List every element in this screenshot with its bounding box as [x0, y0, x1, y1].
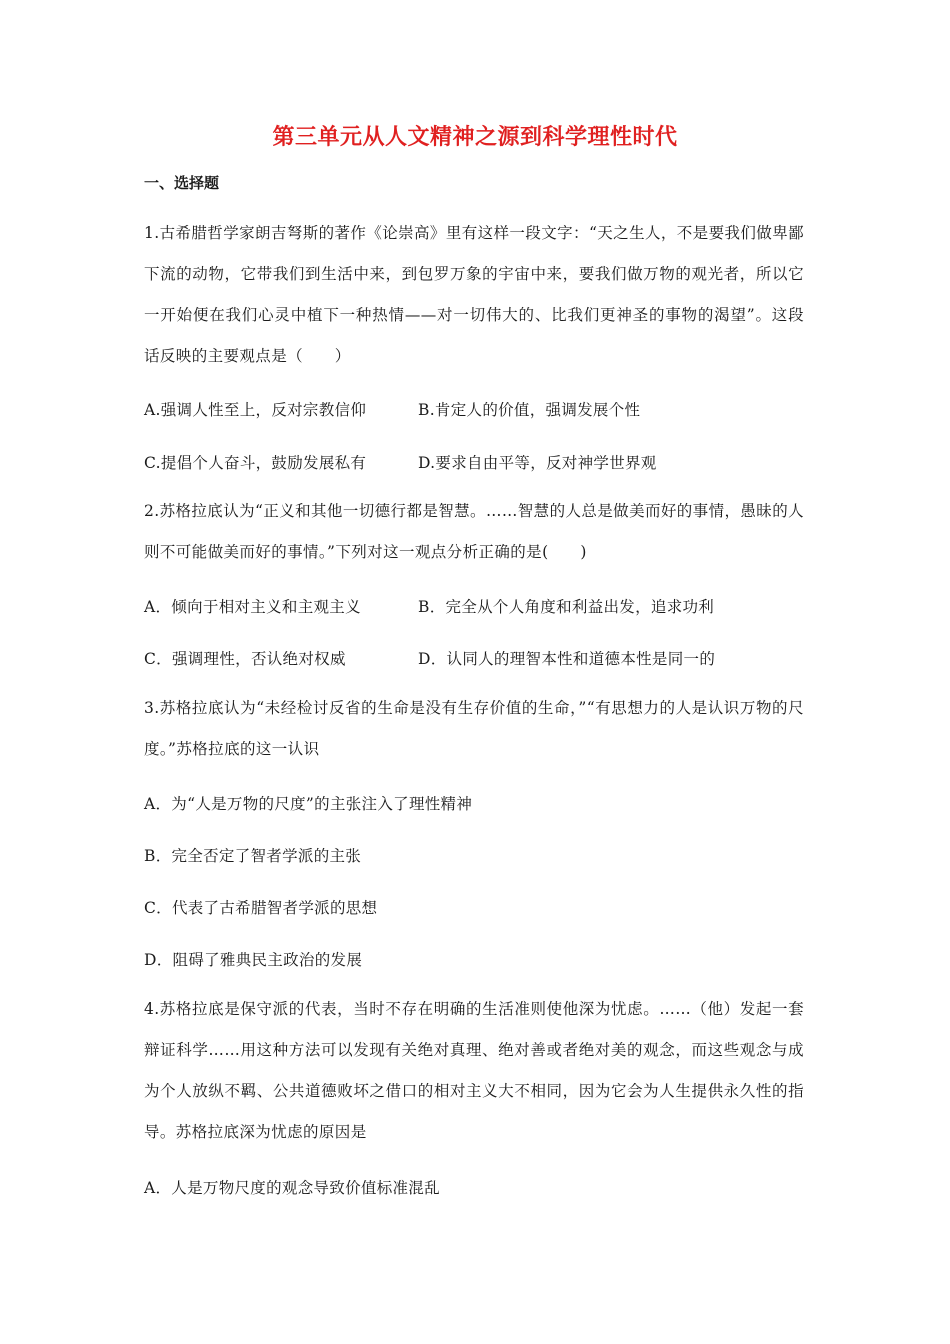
question-1-options-row-1 — [144, 398, 804, 420]
question-3-option-c: C．代表了古希腊智者学派的思想 — [144, 899, 378, 917]
question-2-option-c: C．强调理性，否认绝对权威 — [144, 650, 346, 668]
question-3-option-d: D．阻碍了雅典民主政治的发展 — [144, 951, 363, 969]
question-4-option-a: A．人是万物尺度的观念导致价值标准混乱 — [144, 1179, 440, 1197]
question-1-option-c: C.提倡个人奋斗，鼓励发展私有 — [144, 454, 367, 472]
question-1-option-d: D.要求自由平等，反对神学世界观 — [418, 454, 657, 472]
question-2-stem: 2.苏格拉底认为“正义和其他一切德行都是智慧。……智慧的人总是做美而好的事情，愚昧的人则不可能做美而好的事情。”下列对这一观点分析正确的是( ) — [144, 502, 804, 561]
question-3-option-a: A．为“人是万物的尺度”的主张注入了理性精神 — [144, 795, 473, 813]
question-2-option-b: B．完全从个人角度和利益出发，追求功利 — [418, 598, 715, 616]
question-4-stem: 4.苏格拉底是保守派的代表，当时不存在明确的生活准则使他深为忧虑。……（他）发起一套辩证科学……用这种方法可以发现有关绝对真理、绝对善或者绝对美的观念，而这些观念与成为个人放纵不羁、公共道德败坏之借口的相对主义大不相同，因为它会为人生提供永久性的指导。苏格拉底深为忧虑的原因是 — [144, 1000, 804, 1141]
question-2-options-row-2 — [144, 647, 804, 669]
question-1-stem: 1.古希腊哲学家朗吉弩斯的著作《论崇高》里有这样一段文字：“天之生人，不是要我们做卑鄙下流的动物，它带我们到生活中来，到包罗万象的宇宙中来，要我们做万物的观光者，所以它一开始便在我们心灵中植下一种热情——对一切伟大的、比我们更神圣的事物的渴望”。这段话反映的主要观点是（ ） — [144, 224, 804, 365]
question-2-option-a: A．倾向于相对主义和主观主义 — [144, 598, 361, 616]
question-1-options-row-2 — [144, 451, 804, 473]
question-2-options-row-1 — [144, 595, 804, 617]
question-3-stem: 3.苏格拉底认为“未经检讨反省的生命是没有生存价值的生命，”“有思想力的人是认识万物的尺度。”苏格拉底的这一认识 — [144, 699, 804, 758]
document-title: 第三单元从人文精神之源到科学理性时代 — [272, 125, 678, 150]
section-heading: 一、选择题 — [144, 174, 220, 192]
question-3-option-b: B．完全否定了智者学派的主张 — [144, 847, 362, 865]
question-2-option-d: D．认同人的理智本性和道德本性是同一的 — [418, 650, 716, 668]
question-1-option-b: B.肯定人的价值，强调发展个性 — [418, 401, 641, 419]
question-1-option-a: A.强调人性至上，反对宗教信仰 — [144, 401, 367, 419]
